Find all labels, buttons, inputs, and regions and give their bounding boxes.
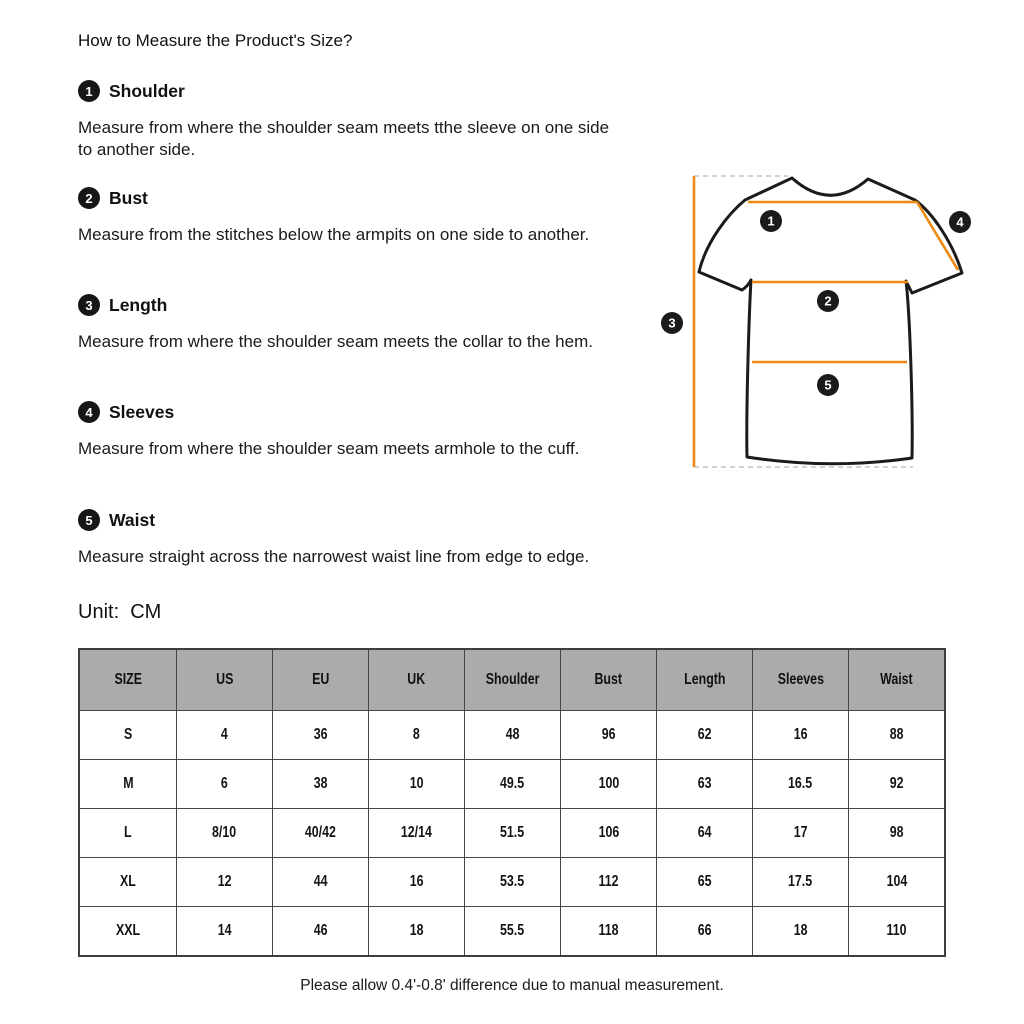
section-number-badge: 4: [78, 401, 100, 423]
size-table-body: [80, 710, 944, 955]
size-table-cell: 98: [848, 809, 944, 857]
size-table-header-cell: Length: [656, 650, 752, 710]
section-heading: [78, 401, 638, 423]
section-number-badge: 5: [78, 509, 100, 531]
section-heading: [78, 187, 638, 209]
section-description: Measure from where the shoulder seam meets tthe sleeve on one side to another side.: [78, 118, 610, 159]
size-table-cell: 96: [560, 711, 656, 759]
diagram-marker-4: [949, 211, 971, 233]
section-number-badge: 1: [78, 80, 100, 102]
size-table-header-cell: Shoulder: [464, 650, 560, 710]
section-label: Waist: [109, 509, 156, 530]
size-table-cell: 110: [848, 907, 944, 955]
diagram-marker-2: [817, 290, 839, 312]
size-table-cell: 4: [176, 711, 272, 759]
section-description: Measure from the stitches below the armpits on one side to another.: [78, 225, 590, 244]
size-table-cell: 36: [272, 711, 368, 759]
section-description: Measure from where the shoulder seam meets armhole to the cuff.: [78, 439, 580, 458]
table-row: [80, 710, 944, 759]
footer-note: Please allow 0.4'-0.8' difference due to manual measurement.: [300, 977, 724, 994]
size-table: [78, 648, 946, 957]
size-table-cell: 14: [176, 907, 272, 955]
size-table-cell: XXL: [115, 922, 141, 939]
size-table-cell: M: [122, 775, 134, 792]
svg-text:3: 3: [668, 315, 676, 331]
size-table-cell: 17: [752, 809, 848, 857]
section-label: Length: [109, 294, 168, 315]
section-description: Measure straight across the narrowest waist line from edge to edge.: [78, 547, 590, 566]
tshirt-measurement-diagram: [640, 160, 1024, 490]
section-number-badge: 2: [78, 187, 100, 209]
svg-text:5: 5: [824, 377, 832, 393]
measure-section-length: [78, 294, 638, 353]
unit-label: Unit: CM: [78, 601, 162, 623]
diagram-marker-5: [817, 374, 839, 396]
size-table-cell: 16: [752, 711, 848, 759]
size-table-cell: 16.5: [752, 760, 848, 808]
size-table-header-cell: US: [176, 650, 272, 710]
size-table-cell: 65: [656, 858, 752, 906]
size-table-cell: 38: [272, 760, 368, 808]
measure-section-bust: [78, 187, 638, 246]
size-table-cell: 8: [368, 711, 464, 759]
measure-section-waist: [78, 509, 638, 568]
measure-section-sleeves: [78, 401, 638, 460]
size-table-header-row: [80, 650, 944, 710]
section-description: Measure from where the shoulder seam meets the collar to the hem.: [78, 332, 593, 351]
size-table-header-cell: Bust: [560, 650, 656, 710]
svg-text:1: 1: [767, 213, 775, 229]
size-table-cell: XL: [120, 873, 136, 890]
size-table-cell: S: [123, 726, 133, 743]
size-table-cell: 17.5: [752, 858, 848, 906]
size-table-cell: 48: [464, 711, 560, 759]
section-label: Sleeves: [109, 401, 175, 422]
section-heading: [78, 294, 638, 316]
section-label: Shoulder: [109, 80, 185, 101]
svg-text:4: 4: [956, 214, 964, 230]
size-table-cell: 12: [176, 858, 272, 906]
size-table-cell: 8/10: [176, 809, 272, 857]
size-table-cell: 92: [848, 760, 944, 808]
diagram-marker-1: [760, 210, 782, 232]
size-table-cell: 18: [368, 907, 464, 955]
page-title: How to Measure the Product's Size?: [78, 31, 353, 50]
size-table-cell: L: [124, 824, 132, 841]
size-table-cell: 18: [752, 907, 848, 955]
size-table-cell: 64: [656, 809, 752, 857]
diagram-marker-3: [661, 312, 683, 334]
measure-section-shoulder: [78, 80, 638, 161]
size-table-cell: 46: [272, 907, 368, 955]
size-table-cell: 53.5: [464, 858, 560, 906]
size-table-cell: 6: [176, 760, 272, 808]
size-table-cell: 88: [848, 711, 944, 759]
section-number-badge: 3: [78, 294, 100, 316]
size-table-cell: 55.5: [464, 907, 560, 955]
size-table-header-cell: SIZE: [114, 671, 142, 688]
section-heading: [78, 509, 638, 531]
table-row: [80, 808, 944, 857]
table-row: [80, 857, 944, 906]
size-table-cell: 12/14: [368, 809, 464, 857]
size-table-cell: 118: [560, 907, 656, 955]
table-row: [80, 906, 944, 955]
size-table-cell: 106: [560, 809, 656, 857]
size-table-cell: 40/42: [272, 809, 368, 857]
size-table-cell: 100: [560, 760, 656, 808]
size-table-header-cell: UK: [368, 650, 464, 710]
size-table-header-cell: EU: [272, 650, 368, 710]
size-table-cell: 16: [368, 858, 464, 906]
size-table-cell: 104: [848, 858, 944, 906]
svg-text:2: 2: [824, 293, 832, 309]
section-label: Bust: [109, 187, 148, 208]
size-table-cell: 63: [656, 760, 752, 808]
size-table-cell: 10: [368, 760, 464, 808]
size-table-cell: 44: [272, 858, 368, 906]
tshirt-outline: [699, 178, 962, 464]
size-table-cell: 66: [656, 907, 752, 955]
size-table-header-cell: Waist: [848, 650, 944, 710]
table-row: [80, 759, 944, 808]
size-table-cell: 62: [656, 711, 752, 759]
size-table-cell: 112: [560, 858, 656, 906]
size-table-header-cell: Sleeves: [752, 650, 848, 710]
section-heading: [78, 80, 638, 102]
size-table-cell: 51.5: [464, 809, 560, 857]
size-table-cell: 49.5: [464, 760, 560, 808]
